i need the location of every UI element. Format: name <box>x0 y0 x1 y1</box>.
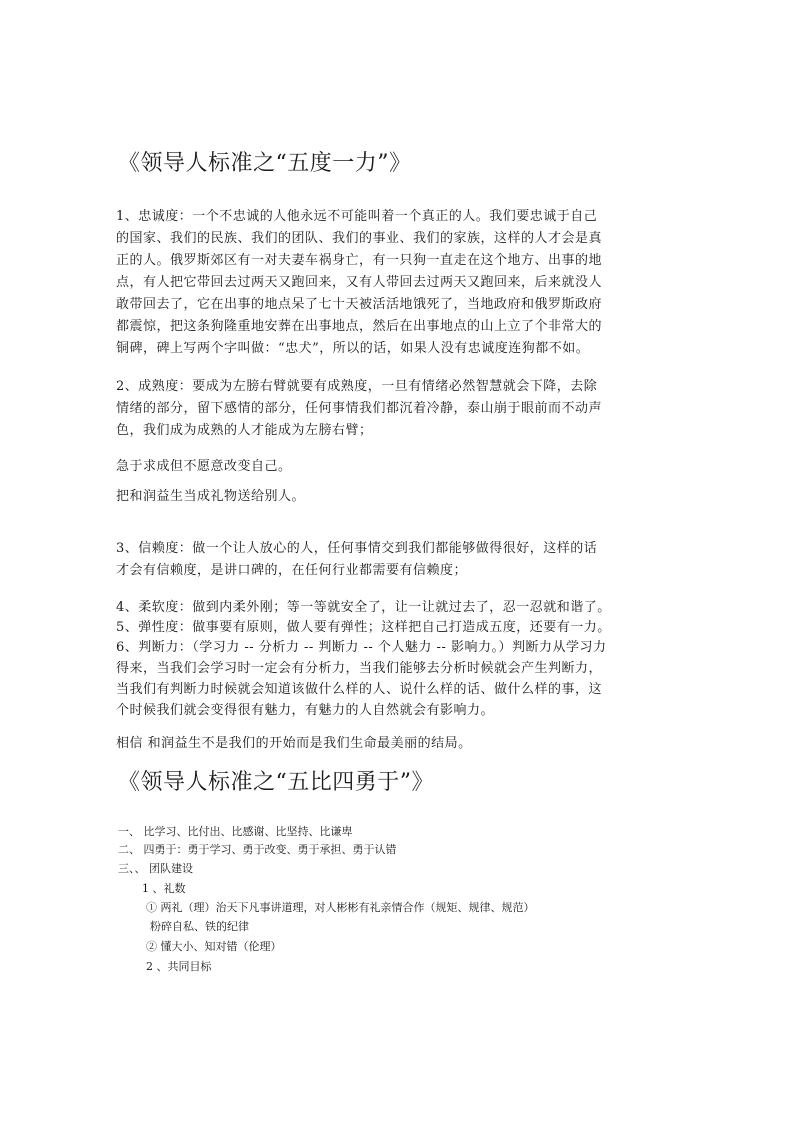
outline-item: 1 、礼数 <box>142 882 186 895</box>
heading-five-compare-four-courage: 《领导人标准之“五比四勇于”》 <box>118 770 434 795</box>
text-line: 色，我们成为成熟的人才能成为左膀右臂； <box>116 423 373 438</box>
text-line: 1、忠诚度：一个不忠诚的人他永远不可能叫着一个真正的人。我们要忠诚于自己 <box>116 209 598 224</box>
text-line-impatience: 急于求成但不愿意改变自己。 <box>116 459 292 474</box>
outline-item: ① 两礼（理）治天下凡事讲道理，对人彬彬有礼亲情合作（规矩、规律、规范） <box>146 901 535 914</box>
text-line: 3、信赖度：做一个让人放心的人，任何事情交到我们都能够做得很好，这样的话 <box>116 541 598 556</box>
text-line: 5、弹性度：做事要有原则，做人要有弹性；这样把自己打造成五度，还要有一力。 <box>116 620 611 635</box>
text-line: 的国家、我们的民族、我们的团队、我们的事业、我们的家族，这样的人才会是真 <box>116 231 603 246</box>
text-line-gift: 把和润益生当成礼物送给别人。 <box>116 489 306 504</box>
text-line: 点，有人把它带回去过两天又跑回来，又有人带回去过两天又跑回来，后来就没人 <box>116 275 603 290</box>
outline-item: 二、 四勇于：勇于学习、勇于改变、勇于承担、勇于认错 <box>118 843 397 856</box>
text-line: 正的人。俄罗斯郊区有一对夫妻车祸身亡，有一只狗一直走在这个地方、出事的地 <box>116 253 603 268</box>
outline-item: 2 、共同目标 <box>146 960 212 973</box>
text-line: 都震惊，把这条狗隆重地安葬在出事地点，然后在出事地点的山上立了个非常大的 <box>116 319 603 334</box>
text-line: 敢带回去了，它在出事的地点呆了七十天被活活地饿死了，当地政府和俄罗斯政府 <box>116 297 603 312</box>
heading-five-degrees-one-force: 《领导人标准之“五度一力”》 <box>118 151 412 176</box>
outline-item: 粉碎自私、铁的纪律 <box>150 920 249 933</box>
text-line-believe: 相信 和润益生不是我们的开始而是我们生命最美丽的结局。 <box>116 736 472 751</box>
text-line: 当我们有判断力时候就会知道该做什么样的人、说什么样的话、做什么样的事，这 <box>116 682 603 697</box>
outline-item: 一、 比学习、比付出、比感谢、比坚持、比谦卑 <box>118 825 353 838</box>
text-line: 得来，当我们会学习时一定会有分析力，当我们能够去分析时候就会产生判断力， <box>116 661 603 676</box>
text-line: 6、判断力：（学习力 -- 分析力 -- 判断力 -- 个人魅力 -- 影响力。）判断力从学习力 <box>116 640 607 655</box>
text-line: 才会有信赖度，是讲口碑的，在任何行业都需要有信赖度； <box>116 563 468 578</box>
text-line: 2、成熟度：要成为左膀右臂就要有成熟度，一旦有情绪必然智慧就会下降，去除 <box>116 379 598 394</box>
outline-item: ② 懂大小、知对错（伦理） <box>146 940 282 953</box>
outline-item: 三、、 团队建设 <box>118 862 193 875</box>
text-line: 4、柔软度：做到内柔外刚；等一等就安全了，让一让就过去了，忍一忍就和谐了。 <box>116 600 611 615</box>
text-line: 个时候我们就会变得很有魅力，有魅力的人自然就会有影响力。 <box>116 703 495 718</box>
text-line: 情绪的部分，留下感情的部分，任何事情我们都沉着冷静，泰山崩于眼前而不动声 <box>116 401 603 416</box>
text-line: 铜碑，碑上写两个字叫做：“忠犬”，所以的话，如果人没有忠诚度连狗都不如。 <box>116 341 590 356</box>
